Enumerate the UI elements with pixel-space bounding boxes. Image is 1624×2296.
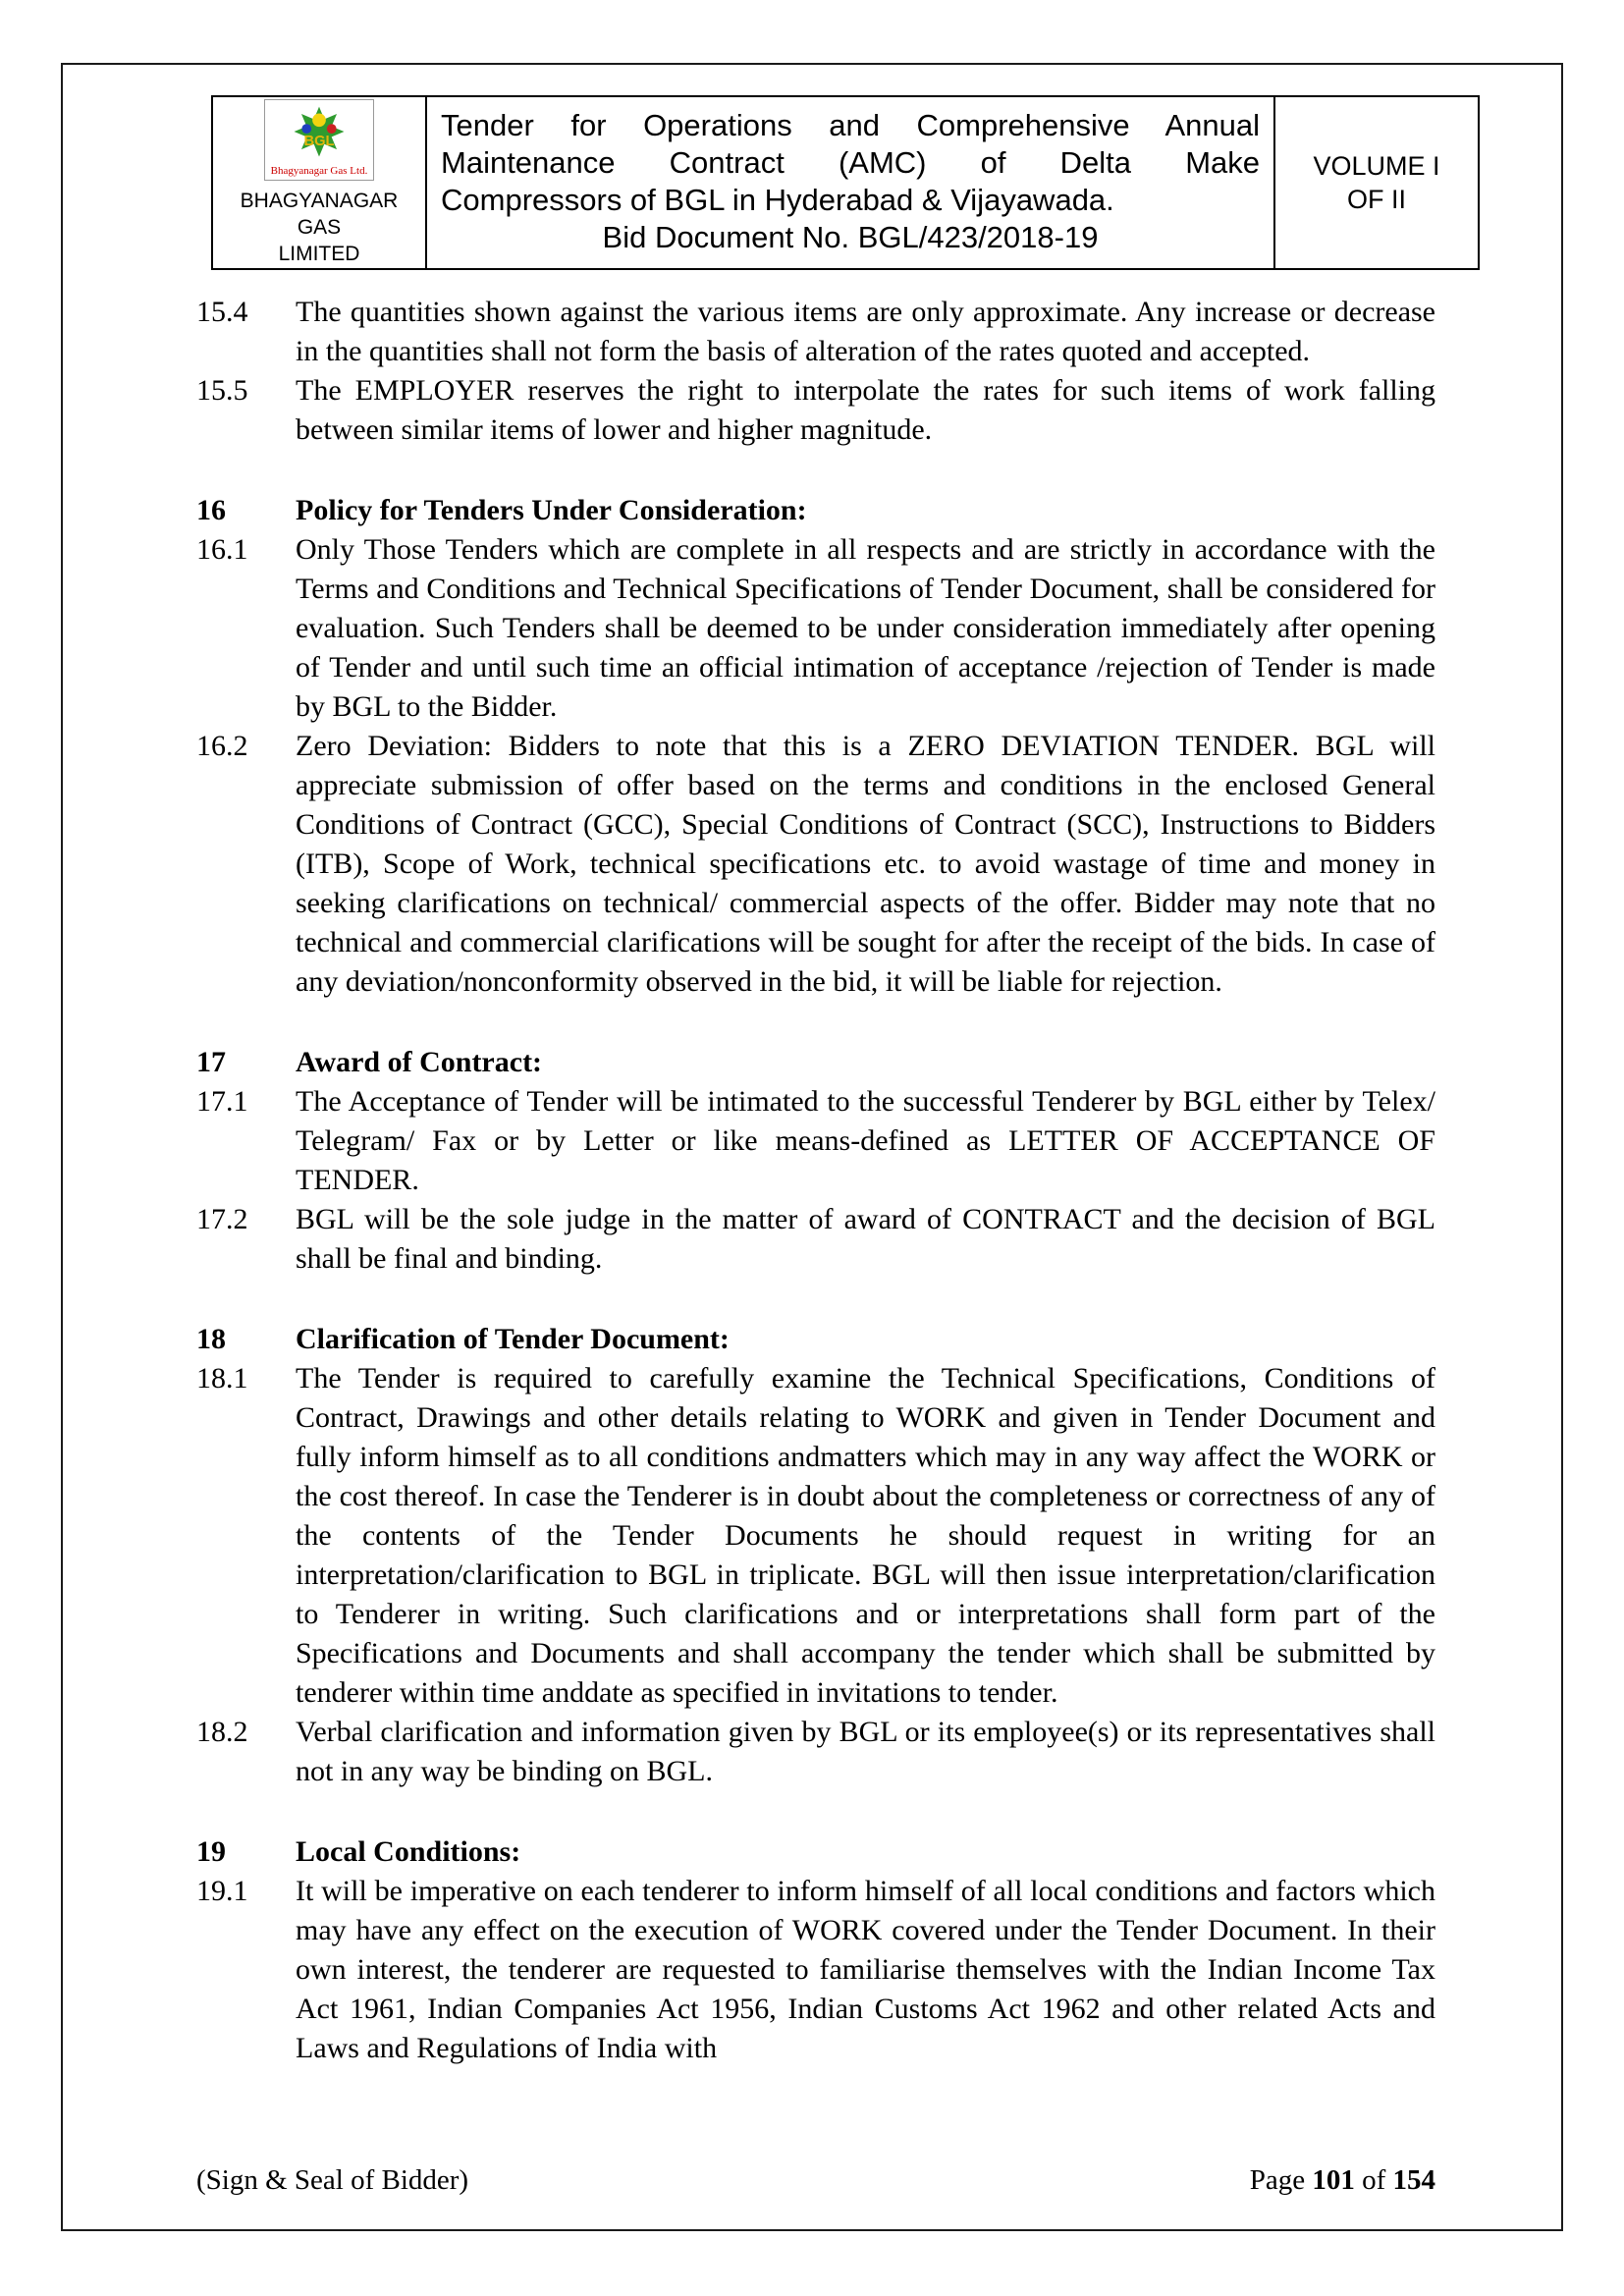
clause — [196, 1200, 1435, 1279]
clause-text: The Acceptance of Tender will be intimated to the successful Tenderer by BGL either by Telex/ Telegram/ Fax or by Letter or like means-defined as LETTER OF ACCEPTANCE OF TENDER. — [296, 1085, 1435, 1196]
clause-number: 16.1 — [196, 533, 248, 566]
volume-cell — [1275, 97, 1478, 268]
clause-text: BGL will be the sole judge in the matter of award of CONTRACT and the decision of BGL shall be final and binding. — [296, 1203, 1435, 1275]
page-current: 101 — [1312, 2164, 1355, 2196]
clause — [196, 1043, 1435, 1082]
volume-line1: VOLUME I — [1313, 151, 1440, 181]
clause — [196, 530, 1435, 727]
clause — [196, 1082, 1435, 1200]
clause-text: The EMPLOYER reserves the right to interpolate the rates for such items of work falling between similar items of lower and higher magnitude. — [296, 374, 1435, 446]
logo-box — [264, 99, 374, 181]
page-total: 154 — [1392, 2164, 1435, 2196]
tender-title-line: Compressors of BGL in Hyderabad & Vijayawada. — [441, 183, 1114, 217]
clause-text: Verbal clarification and information given by BGL or its employee(s) or its representatives shall not in any way be binding on BGL. — [296, 1716, 1435, 1787]
clause-text: The quantities shown against the various items are only approximate. Any increase or decrease in the quantities shall not form the basis of alteration of the rates quoted and accepted. — [296, 296, 1435, 367]
document-body — [196, 293, 1435, 2068]
clause-number: 17.2 — [196, 1203, 248, 1235]
clause-text: Local Conditions: — [296, 1835, 521, 1868]
clause — [196, 1359, 1435, 1713]
logo-monogram: BGL — [303, 133, 335, 149]
bid-document-number: Bid Document No. BGL/423/2018-19 — [602, 220, 1099, 254]
clause-number: 18 — [196, 1323, 226, 1355]
clause — [196, 1832, 1435, 1872]
bgl-logo-icon — [271, 104, 367, 165]
org-name — [219, 188, 419, 267]
page-word: Page — [1249, 2164, 1306, 2196]
logo-cell — [213, 97, 427, 268]
clause-number: 16.2 — [196, 730, 248, 762]
clause-number: 17 — [196, 1046, 226, 1078]
clause-text: Award of Contract: — [296, 1046, 543, 1078]
logo-yellow-dot — [312, 113, 326, 127]
logo-red-dot — [327, 124, 337, 134]
clause — [196, 491, 1435, 530]
header-table — [211, 95, 1480, 270]
clause-number: 19.1 — [196, 1875, 248, 1907]
clause — [196, 1320, 1435, 1359]
clause-text: It will be imperative on each tenderer to inform himself of all local conditions and factors which may have any effect on the execution of WORK covered under the Tender Document. In their own interest, the tenderer are requested to familiarise themselves with the Indian Income Tax Act 1961, Indian Companies Act 1956, Indian Customs Act 1962 and other related Acts and Laws and Regulations of India with — [296, 1875, 1435, 2064]
tender-title-line: Tender for Operations and Comprehensive Annual — [441, 108, 1260, 142]
clause-number: 16 — [196, 494, 226, 526]
clause-number: 17.1 — [196, 1085, 248, 1118]
clause-number: 15.4 — [196, 296, 248, 328]
page-footer — [196, 2164, 1435, 2197]
clause-text: Zero Deviation: Bidders to note that this is a ZERO DEVIATION TENDER. BGL will appreciate submission of offer based on the terms and conditions in the enclosed General Conditions of Contract (GCC), Special Conditions of Contract (SCC), Instructions to Bidders (ITB), Scope of Work, technical specifications etc. to avoid wastage of time and money in seeking clarifications on technical/ commercial aspects of the offer. Bidder may note that no technical and commercial clarifications will be sought for after the receipt of the bids. In case of any deviation/nonconformity observed in the bid, it will be liable for rejection. — [296, 730, 1435, 998]
page-number — [1250, 2164, 1435, 2197]
logo-blue-dot — [301, 124, 311, 134]
clause-text: The Tender is required to carefully examine the Technical Specifications, Conditions of Contract, Drawings and other details relating to WORK and given in Tender Document and fully inform himself as to all conditions andmatters which may in any way affect the WORK or the cost thereof. In case the Tenderer is in doubt about the completeness or correctness of any of the contents of the Tender Documents he should request in writing for an interpretation/clarification to BGL in triplicate. BGL will then issue interpretation/clarification to Tenderer in writing. Such clarifications and or interpretations shall form part of the Specifications and Documents and shall accompany the tender which shall be submitted by tenderer within time anddate as specified in invitations to tender. — [296, 1362, 1435, 1709]
clause — [196, 293, 1435, 371]
logo-caption: Bhagyanagar Gas Ltd. — [270, 164, 368, 177]
clause-number: 18.1 — [196, 1362, 248, 1394]
clause — [196, 727, 1435, 1002]
clause-number: 15.5 — [196, 374, 248, 407]
clause — [196, 1872, 1435, 2068]
title-cell — [427, 97, 1275, 268]
clause-number: 18.2 — [196, 1716, 248, 1748]
clause-text: Policy for Tenders Under Consideration: — [296, 494, 807, 526]
clause-number: 19 — [196, 1835, 226, 1868]
clause-text: Clarification of Tender Document: — [296, 1323, 730, 1355]
sign-seal-note: (Sign & Seal of Bidder) — [196, 2164, 469, 2196]
volume-line2: OF II — [1347, 185, 1406, 214]
clause — [196, 1713, 1435, 1791]
clause-text: Only Those Tenders which are complete in all respects and are strictly in accordance with the Terms and Conditions and Technical Specifications of Tender Document, shall be considered for evaluation. Such Tenders shall be deemed to be under consideration immediately after opening of Tender and until such time an official intimation of acceptance /rejection of Tender is made by BGL to the Bidder. — [296, 533, 1435, 723]
tender-title-line: Maintenance Contract (AMC) of Delta Make — [441, 145, 1260, 180]
clause — [196, 371, 1435, 450]
of-word: of — [1362, 2164, 1386, 2196]
org-name-line2: LIMITED — [278, 242, 360, 265]
org-name-line1: BHAGYANAGAR GAS — [240, 189, 399, 239]
